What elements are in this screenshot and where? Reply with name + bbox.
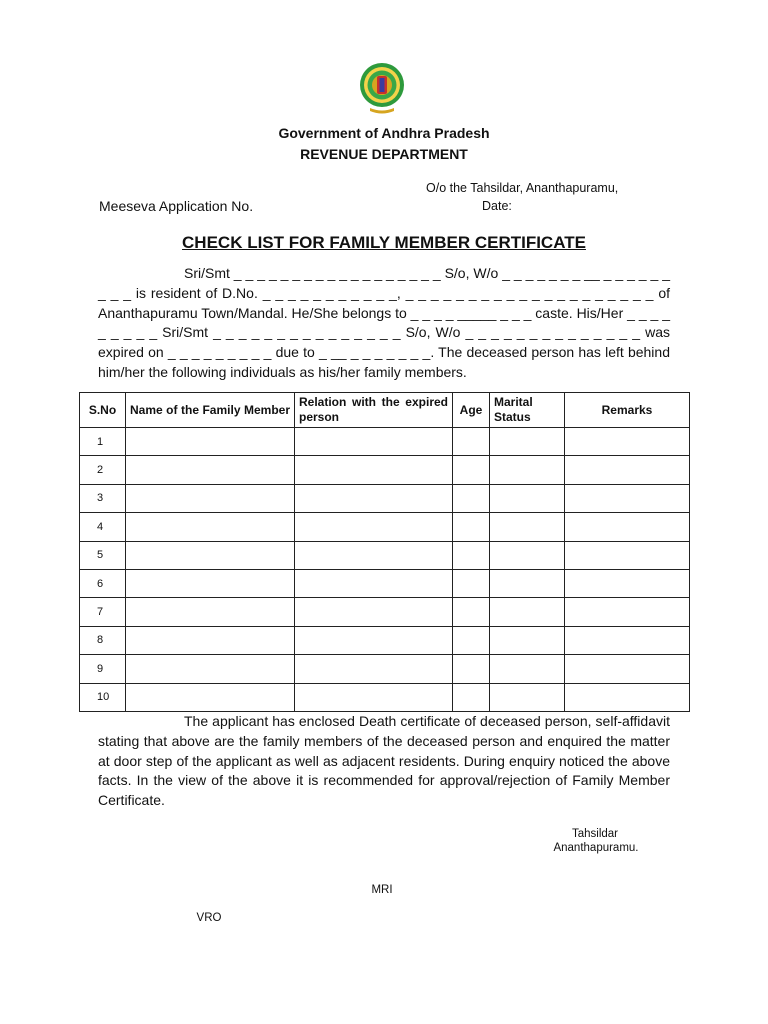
table-row	[80, 456, 690, 484]
table-cell	[126, 484, 295, 512]
table-cell	[126, 683, 295, 711]
application-number-label: Meeseva Application No.	[99, 198, 254, 214]
intro-line: _ _ _ _ _ _ _ Sri/Smt _ _ _ _ _ _ _ _ _ _ _ _ _ _ _ S/o, W/o _ _ _ _ _ _ _ _ _ _ _ _ _ _ was	[98, 304, 670, 341]
row-serial-number: 5	[80, 541, 126, 569]
table-cell	[565, 598, 690, 626]
family-members-table	[79, 392, 690, 712]
table-cell	[295, 683, 453, 711]
table-cell	[453, 626, 490, 654]
table-row	[80, 655, 690, 683]
header-age: Age	[453, 393, 490, 428]
header-remarks: Remarks	[565, 393, 690, 428]
table-cell	[453, 598, 490, 626]
table-cell	[126, 456, 295, 484]
intro-line: Sri/Smt _ _ _ _ _ _ _ _ _ _ _ _ _ _ _ _ _ _ S/o, W/o _ _ _ _ _ _ _ __ _ _ _ _ _ _	[184, 265, 670, 281]
table-row	[80, 513, 690, 541]
table-cell	[295, 484, 453, 512]
government-title: Government of Andhra Pradesh	[278, 125, 490, 141]
table-row	[80, 569, 690, 597]
table-cell	[126, 569, 295, 597]
row-serial-number: 7	[80, 598, 126, 626]
date-label: Date:	[482, 199, 512, 213]
row-serial-number: 3	[80, 484, 126, 512]
table-cell	[565, 655, 690, 683]
table-row	[80, 598, 690, 626]
table-cell	[453, 541, 490, 569]
table-cell	[490, 569, 565, 597]
table-cell	[295, 626, 453, 654]
table-cell	[295, 428, 453, 456]
table-cell	[565, 513, 690, 541]
office-address: O/o the Tahsildar, Ananthapuramu,	[426, 181, 619, 195]
row-serial-number: 4	[80, 513, 126, 541]
table-cell	[295, 569, 453, 597]
table-cell	[453, 569, 490, 597]
document-title: CHECK LIST FOR FAMILY MEMBER CERTIFICATE	[182, 233, 586, 252]
table-cell	[126, 513, 295, 541]
row-serial-number: 2	[80, 456, 126, 484]
table-cell	[565, 541, 690, 569]
table-cell	[490, 513, 565, 541]
table-cell	[565, 626, 690, 654]
table-cell	[453, 683, 490, 711]
closing-line: at door step of the applicant as well as adjacent residents. During enquiry noticed the above	[98, 752, 670, 769]
vro-signature: VRO	[196, 912, 222, 924]
row-serial-number: 10	[80, 683, 126, 711]
closing-line: facts. In the view of the above it is recommended for approval/rejection of Family Member	[98, 772, 670, 789]
closing-paragraph	[98, 712, 670, 811]
table-cell	[295, 541, 453, 569]
row-serial-number: 6	[80, 569, 126, 597]
table-row	[80, 626, 690, 654]
table-cell	[565, 683, 690, 711]
table-cell	[295, 456, 453, 484]
table-cell	[565, 428, 690, 456]
table-cell	[295, 655, 453, 683]
row-serial-number: 8	[80, 626, 126, 654]
table-cell	[490, 484, 565, 512]
state-emblem	[358, 61, 406, 115]
table-cell	[453, 428, 490, 456]
row-serial-number: 9	[80, 655, 126, 683]
table-cell	[453, 456, 490, 484]
header-relation: Relation with the expired person	[295, 393, 453, 428]
intro-line: him/her the following individuals as his/her family members.	[98, 363, 467, 380]
header-marital-status: Marital Status	[490, 393, 565, 428]
table-cell	[490, 683, 565, 711]
table-cell	[126, 655, 295, 683]
closing-line: The applicant has enclosed Death certificate of deceased person, self-affidavit	[184, 713, 670, 729]
tahsildar-signature: Tahsildar	[571, 828, 619, 840]
header-name: Name of the Family Member	[126, 393, 295, 428]
table-cell	[565, 569, 690, 597]
table-cell	[453, 484, 490, 512]
intro-line: _ _ _ is resident of D.No. _ _ _ _ _ _ _ _ _ _ _, _ _ _ _ _ _ _ _ _ _ _ _ _ _ _ _ _ _ _ _ of	[98, 284, 670, 301]
table-header-row	[80, 393, 690, 428]
table-cell	[565, 456, 690, 484]
table-cell	[126, 428, 295, 456]
closing-line: Certificate.	[98, 792, 165, 809]
table-row	[80, 683, 690, 711]
table-cell	[490, 428, 565, 456]
table-cell	[490, 598, 565, 626]
table-cell	[453, 655, 490, 683]
table-cell	[490, 626, 565, 654]
header-sno: S.No	[80, 393, 126, 428]
row-serial-number: 1	[80, 428, 126, 456]
table-cell	[295, 513, 453, 541]
emblem-icon	[358, 61, 406, 115]
table-cell	[490, 456, 565, 484]
table-cell	[490, 541, 565, 569]
mri-signature: MRI	[371, 884, 393, 896]
table-row	[80, 541, 690, 569]
intro-line: expired on _ _ _ _ _ _ _ _ _ due to _ __ _ _ _ _ _ _ _. The deceased person has left behind	[98, 344, 670, 361]
closing-line: stating that above are the family members of the deceased person and enquired the matter	[98, 732, 670, 749]
table-cell	[453, 513, 490, 541]
tahsildar-place: Ananthapuramu.	[553, 842, 639, 854]
table-cell	[126, 626, 295, 654]
table-cell	[126, 598, 295, 626]
department-title: REVENUE DEPARTMENT	[300, 146, 468, 162]
table-row	[80, 484, 690, 512]
table-row	[80, 428, 690, 456]
table-cell	[295, 598, 453, 626]
table-cell	[490, 655, 565, 683]
table-cell	[565, 484, 690, 512]
intro-paragraph	[98, 264, 670, 383]
intro-line: Ananthapuramu Town/Mandal. He/She belongs to _ _ _ _ _____ _ _ _ caste. His/Her _ _	[98, 304, 647, 321]
table-cell	[126, 541, 295, 569]
